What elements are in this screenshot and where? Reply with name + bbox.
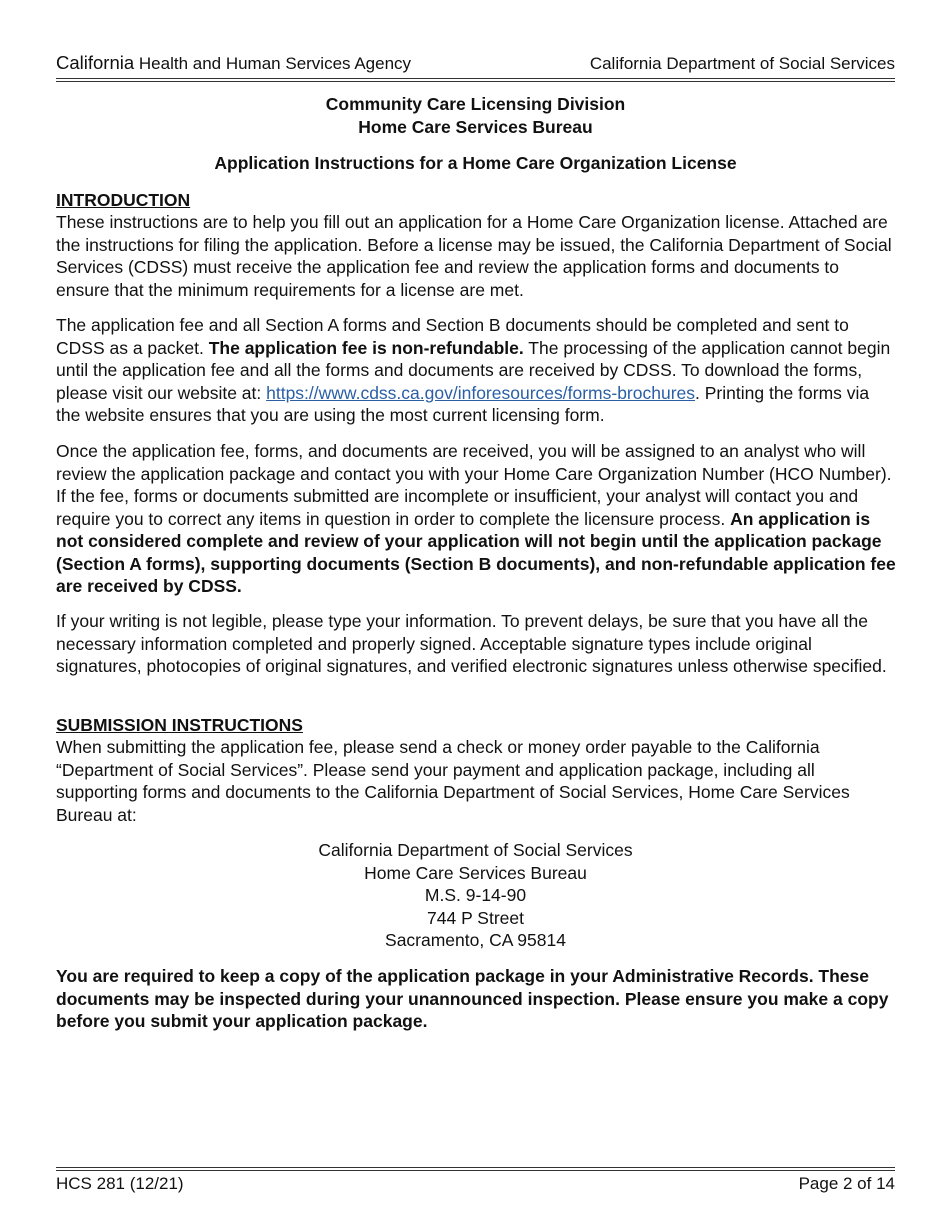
- mailing-address: [56, 839, 895, 952]
- address-line-4: 744 P Street: [427, 907, 524, 928]
- intro-paragraph-4: If your writing is not legible, please type your information. To prevent delays, be sure that you have all the necessary information completed and properly signed. Acceptable signature types include original signatures, photocopies of original signatures, and verified electronic signatures unless otherwise specified.: [56, 611, 887, 676]
- document-title: Application Instructions for a Home Care Organization License: [214, 153, 737, 173]
- page-header: [56, 52, 895, 76]
- introduction-heading: INTRODUCTION: [56, 190, 191, 210]
- submission-paragraph: When submitting the application fee, please send a check or money order payable to the California “Department of Social Services”. Please send your payment and application package, including all supporting forms and documents to the California Department of Social Services, Home Care Services Bureau at:: [56, 737, 850, 825]
- page-number: Page 2 of 14: [798, 1174, 895, 1193]
- address-line-2: Home Care Services Bureau: [364, 862, 587, 883]
- header-rule-bottom: [56, 81, 895, 82]
- intro-paragraph-2: The application fee and all Section A forms and Section B documents should be completed and sent to CDSS as a packet. The application fee is non-refundable. The processing of the application cannot begin until the application fee and all the forms and documents are received by CDSS. To download the forms, please visit our website at: https://www.cdss.ca.gov/inforesources/forms-brochures. Printing the forms via the website ensures that you are using the most current licensing form.: [56, 315, 891, 425]
- form-id: HCS 281 (12/21): [56, 1174, 184, 1193]
- header-rule-top: [56, 78, 895, 79]
- department-name: California Department of Social Services: [589, 54, 895, 73]
- submission-heading: SUBMISSION INSTRUCTIONS: [56, 715, 303, 735]
- address-line-3: M.S. 9-14-90: [424, 885, 527, 905]
- intro-paragraph-3: Once the application fee, forms, and documents are received, you will be assigned to an analyst who will review the application package and contact you with your Home Care Organization Number (HCO Number). If the fee, forms or documents submitted are incomplete or insufficient, your analyst will contact you and require you to correct any items in question in order to complete the licensure process. An application is not considered complete and review of your application will not begin until the application package (Section A forms), supporting documents (Section B documents), and non-refundable application fee are received by CDSS.: [56, 441, 896, 596]
- page-footer: [56, 1174, 895, 1194]
- division-title: Community Care Licensing Division: [325, 94, 626, 114]
- document-page: [56, 0, 895, 1230]
- address-line-5: Sacramento, CA 95814: [385, 930, 566, 950]
- footer-rule-bottom: [56, 1170, 895, 1171]
- agency-name: California Health and Human Services Agency: [56, 52, 412, 73]
- bureau-title: Home Care Services Bureau: [358, 117, 593, 137]
- forms-website-link[interactable]: https://www.cdss.ca.gov/inforesources/forms-brochures: [266, 382, 696, 403]
- address-line-1: California Department of Social Services: [318, 840, 633, 860]
- intro-paragraph-1: These instructions are to help you fill out an application for a Home Care Organization license. Attached are the instructions for filing the application. Before a license may be issued, the California Department of Social Services (CDSS) must receive the application fee and review the application forms and documents to ensure that the minimum requirements for a license are met.: [56, 212, 892, 300]
- records-notice: You are required to keep a copy of the application package in your Administrative Records. These documents may be inspected during your unannounced inspection. Please ensure you make a copy before you submit your application package.: [56, 966, 889, 1031]
- footer-rule-top: [56, 1167, 895, 1168]
